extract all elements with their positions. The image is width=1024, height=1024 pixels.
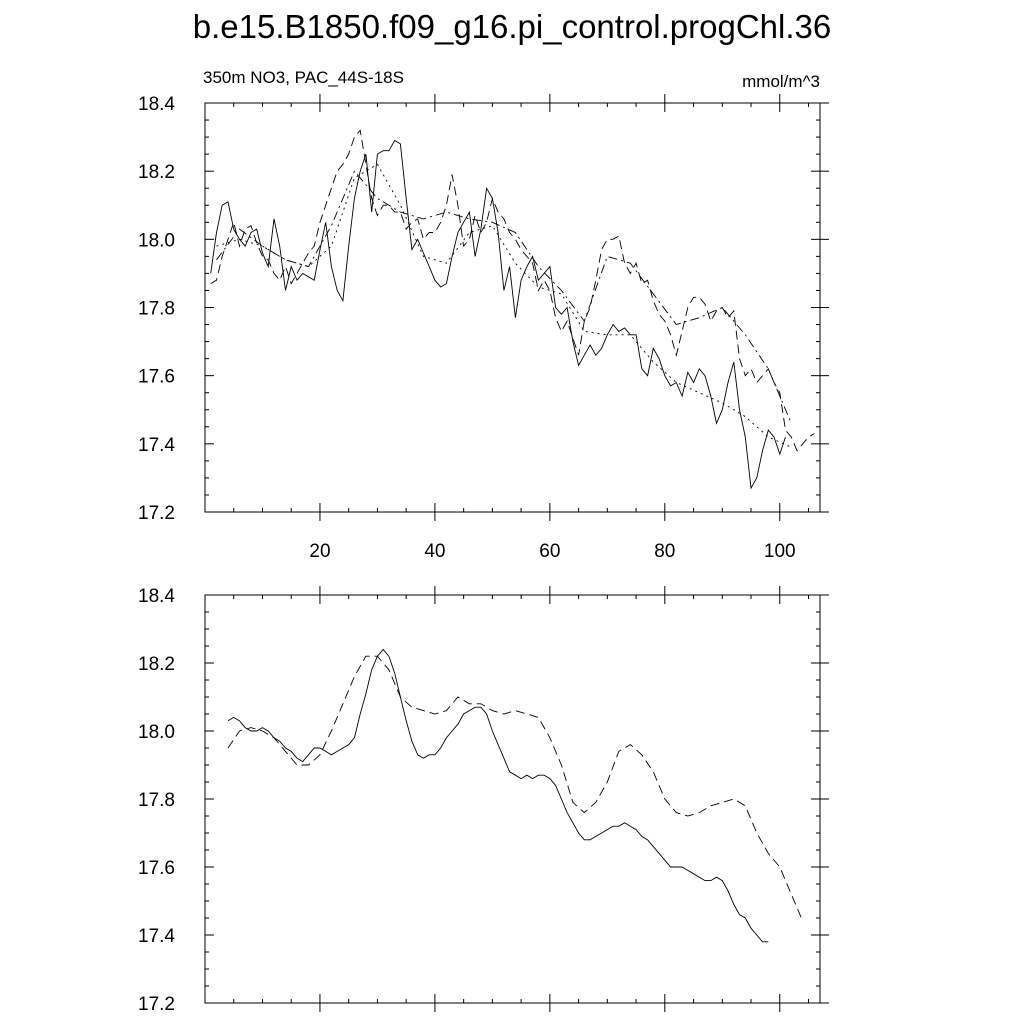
y-tick-label: 17.6 — [138, 366, 175, 388]
x-tick-label: 60 — [539, 541, 561, 562]
series-line-dashed — [228, 656, 803, 921]
plot-frame — [205, 103, 820, 512]
y-tick-label: 17.8 — [138, 790, 175, 811]
y-tick-label: 17.6 — [138, 858, 175, 879]
plot-frame — [205, 595, 820, 1003]
y-tick-label: 18.2 — [138, 162, 175, 184]
y-tick-label: 17.4 — [138, 434, 175, 456]
series-line-solid — [211, 141, 786, 489]
series-line-dotted — [217, 164, 792, 447]
panel-right-label: mmol/m^3 — [742, 72, 820, 91]
x-tick-label: 100 — [763, 541, 796, 562]
y-tick-label: 17.2 — [138, 503, 175, 524]
y-tick-label: 18.2 — [138, 654, 175, 675]
chart-panel-2 — [138, 586, 829, 1015]
y-tick-label: 17.8 — [138, 298, 175, 320]
y-tick-label: 18.0 — [138, 722, 175, 743]
panel-left-label: 350m NO3, PAC_44S-18S — [203, 68, 404, 87]
y-tick-label: 18.4 — [138, 94, 175, 115]
y-tick-label: 18.4 — [138, 586, 175, 607]
x-tick-label: 20 — [309, 541, 331, 562]
y-tick-label: 18.0 — [138, 230, 175, 252]
x-tick-label: 80 — [654, 541, 676, 562]
x-tick-label: 40 — [424, 541, 446, 562]
series-line-dashdot — [217, 171, 792, 423]
page-title: b.e15.B1850.f09_g16.pi_control.progChl.36 — [192, 8, 832, 45]
y-tick-label: 17.4 — [138, 926, 175, 947]
series-line-solid — [228, 649, 768, 941]
chart-panel-1 — [138, 68, 829, 562]
y-tick-label: 17.2 — [138, 994, 175, 1015]
